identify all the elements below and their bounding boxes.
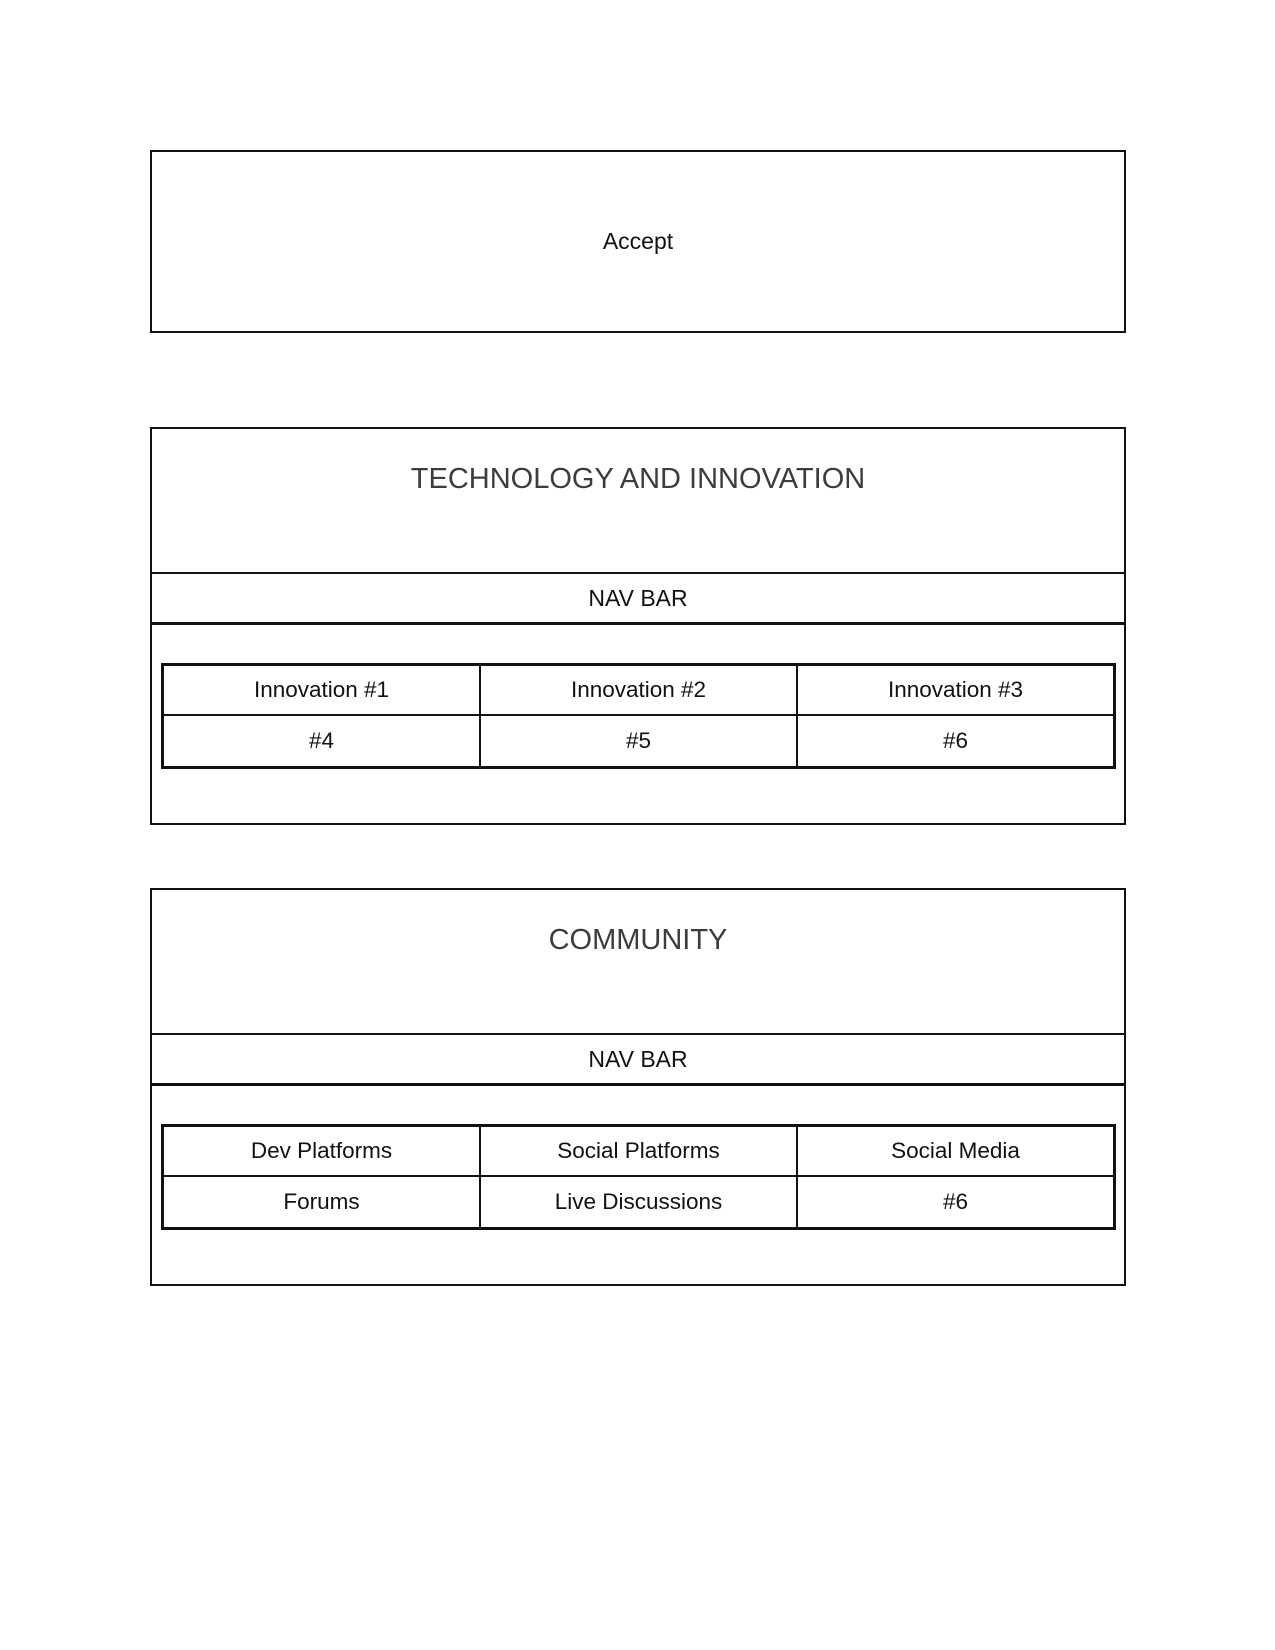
grid-cell[interactable]: Innovation #1 [164, 666, 481, 716]
grid-cell[interactable]: Forums [164, 1177, 481, 1227]
nav-bar[interactable]: NAV BAR [152, 574, 1124, 625]
grid-cell[interactable]: Social Media [798, 1127, 1113, 1177]
section-header [152, 429, 1124, 574]
grid-cell[interactable]: Live Discussions [481, 1177, 798, 1227]
section-community [150, 888, 1126, 1286]
section-technology-innovation [150, 427, 1126, 825]
nav-bar[interactable]: NAV BAR [152, 1035, 1124, 1086]
grid-cell[interactable]: #5 [481, 716, 798, 766]
section-title: TECHNOLOGY AND INNOVATION [410, 463, 866, 495]
grid-cell[interactable]: Dev Platforms [164, 1127, 481, 1177]
grid-cell[interactable]: Social Platforms [481, 1127, 798, 1177]
content-grid [161, 663, 1116, 769]
accept-button[interactable]: Accept [602, 228, 674, 254]
section-header [152, 890, 1124, 1035]
content-grid [161, 1124, 1116, 1230]
grid-cell[interactable]: #4 [164, 716, 481, 766]
grid-cell[interactable]: #6 [942, 728, 969, 753]
section-title: COMMUNITY [548, 924, 728, 956]
grid-cell[interactable]: Innovation #2 [481, 666, 798, 716]
grid-cell[interactable]: Innovation #3 [798, 666, 1113, 716]
grid-cell[interactable]: #6 [942, 1189, 969, 1214]
accept-banner[interactable] [150, 150, 1126, 333]
